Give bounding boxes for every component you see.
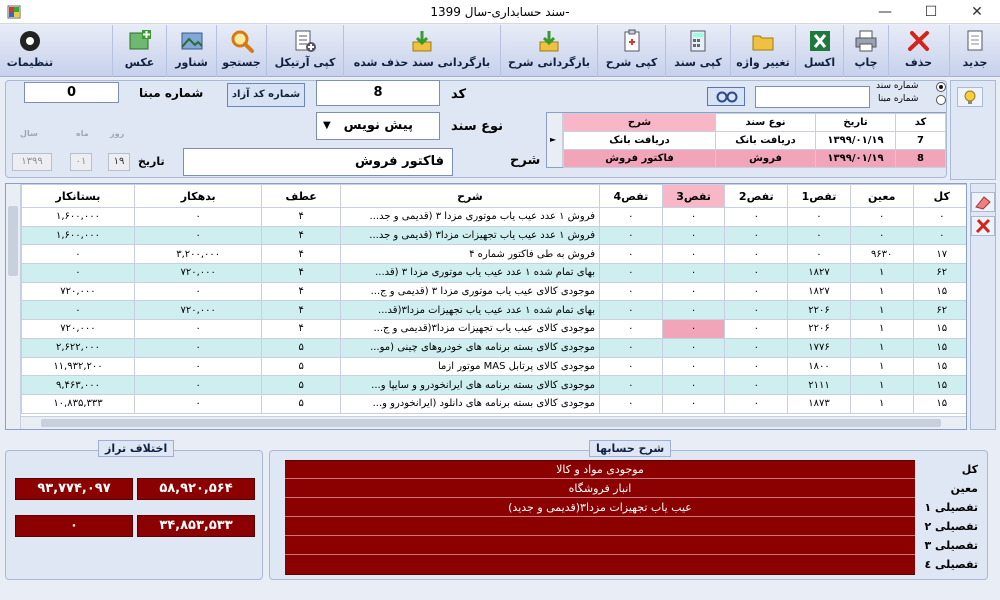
table-cell[interactable]: ۱,۶۰۰,۰۰۰ [22,208,135,227]
date-month-field[interactable]: ۰۱ [70,153,92,171]
window-title: سند حسابداری-سال 1399- [430,5,570,19]
table-cell[interactable]: ۲۱۱۱ [788,376,851,395]
table-cell[interactable]: ۰ [725,282,788,301]
table-cell[interactable]: ۱۱,۹۳۲,۲۰۰ [22,357,135,376]
table-cell[interactable]: ۰ [662,282,725,301]
cell-description[interactable]: بهای تمام شده ۱ عدد عیب یاب تجهیزات مزدا۳(قد... [340,301,599,320]
photo-button[interactable]: عکس [112,25,166,77]
lightbulb-icon [958,88,982,106]
balance-value-2: ۹۳,۷۷۴,۰۹۷ [15,478,133,500]
cell-description[interactable]: فروش به طی فاکتور شماره ۴ [340,245,599,264]
floating-button[interactable]: شناور [166,25,216,77]
table-cell[interactable]: ۴ [262,282,340,301]
table-cell[interactable]: ۰ [600,282,663,301]
table-cell[interactable]: ۴ [262,301,340,320]
vertical-scrollbar[interactable] [6,184,21,429]
table-cell[interactable]: ۹,۴۶۳,۰۰۰ [22,376,135,395]
table-cell[interactable]: ۰ [662,338,725,357]
account-tafsil1-label: تفصیلی ۱ [924,501,978,514]
doc-type-label: نوع سند [451,119,504,134]
table-cell[interactable]: ۰ [662,357,725,376]
table-cell[interactable]: ۰ [788,208,851,227]
table-cell[interactable]: ۰ [600,264,663,283]
table-cell[interactable]: ۵ [262,394,340,413]
table-cell[interactable]: ۰ [725,338,788,357]
doc-search-input[interactable] [755,86,870,108]
balance-value-3: ۳۴,۸۵۳,۵۳۳ [137,515,255,537]
search-button[interactable]: جستجو [216,25,266,77]
cell-description[interactable]: موجودی کالای پرتابل MAS موتور ازما [340,357,599,376]
table-cell[interactable]: ۰ [600,338,663,357]
table-cell[interactable]: ۰ [600,320,663,339]
account-kol-value: موجودی مواد و کالا [285,461,915,479]
table-cell[interactable]: ۳,۲۰۰,۰۰۰ [134,245,262,264]
table-cell[interactable]: ۰ [725,226,788,245]
table-cell[interactable]: ۵ [262,338,340,357]
radio-doc-number[interactable] [936,82,946,92]
doc-list-table [546,112,946,168]
col-atf[interactable]: عطف [262,185,340,208]
table-cell[interactable]: ۱۷۷۶ [788,338,851,357]
side-tools-top [950,80,996,180]
account-tafsil4-value [285,556,915,574]
table-cell[interactable]: ۰ [134,357,262,376]
cell-description[interactable]: موجودی کالای عیب یاب موتوری مزدا ۳ (قدیمی و ج... [340,282,599,301]
table-cell[interactable]: ۰ [913,208,967,227]
lamp-button[interactable] [957,87,983,107]
table-cell[interactable]: ۱ [850,320,913,339]
table-cell[interactable]: ۰ [725,301,788,320]
table-cell[interactable]: ۰ [725,394,788,413]
table-cell[interactable]: ۷۲۰,۰۰۰ [22,282,135,301]
table-row[interactable] [22,338,968,357]
search-icon [229,28,255,54]
copy-desc-button[interactable]: کپی شرح [597,25,665,77]
settings-button[interactable]: تنظیمات [0,25,60,77]
new-button[interactable]: جدید [949,25,1000,77]
table-cell[interactable]: ۵ [262,376,340,395]
table-cell[interactable]: ۹۶۳۰ [850,245,913,264]
cell-description[interactable]: موجودی کالای بسته برنامه های خودروهای چینی (مو... [340,338,599,357]
doclist-col-desc[interactable]: شرح [564,114,716,132]
balance-value-4: ۰ [15,515,133,537]
table-cell[interactable]: ۱۰,۸۳۵,۳۳۳ [22,394,135,413]
download-icon [536,28,562,54]
table-cell[interactable]: ۴ [262,208,340,227]
table-row[interactable] [22,245,968,264]
col-tafsil3[interactable]: تفص3 [662,185,725,208]
date-year-field[interactable]: ۱۳۹۹ [12,153,52,171]
cell-description[interactable]: موجودی کالای عیب یاب تجهیزات مزدا۳(قدیمی و ج... [340,320,599,339]
table-cell[interactable]: ۱ [850,282,913,301]
excel-icon [807,28,833,54]
col-description[interactable]: شرح [340,185,599,208]
account-tafsil2-label: تفصیلی ۲ [924,520,978,533]
table-row[interactable] [22,357,968,376]
col-tafsil4[interactable]: تفص4 [600,185,663,208]
account-tafsil1-value: عیب یاب تجهیزات مزدا۳(قدیمی و جدید) [285,499,915,517]
table-cell[interactable]: ۱۸۷۳ [788,394,851,413]
table-cell[interactable]: ۰ [662,226,725,245]
maximize-button[interactable]: ☐ [924,4,938,20]
table-cell[interactable]: ۱ [850,264,913,283]
table-cell[interactable]: ۰ [134,226,262,245]
table-cell[interactable]: ۱۵ [913,282,967,301]
doclist-row-selected[interactable]: 8 ۱۳۹۹/۰۱/۱۹ فروش فاکتور فروش [564,150,946,168]
date-label: تاریخ [138,155,165,168]
table-cell[interactable]: ۰ [662,208,725,227]
col-tafsil2[interactable]: تفص2 [725,185,788,208]
title-bar [0,0,1000,24]
table-cell[interactable]: ۰ [850,226,913,245]
table-cell[interactable]: ۰ [662,264,725,283]
account-moein-value: انبار فروشگاه [285,480,915,498]
binoculars-icon [716,91,738,103]
radio-base-number-label: شماره مبنا [878,94,919,104]
account-tafsil3-value [285,537,915,555]
delete-button[interactable]: حذف [888,25,948,77]
table-cell[interactable]: ۱۷ [913,245,967,264]
restore-deleted-button[interactable]: بازگردانی سند حذف شده [343,25,500,77]
table-cell[interactable]: ۰ [662,376,725,395]
printer-icon [853,28,879,54]
chevron-down-icon: ▼ [323,120,331,131]
change-word-button[interactable]: تغییر واژه [730,25,795,77]
table-cell[interactable]: ۱ [850,338,913,357]
account-tafsil4-label: تفصیلی ٤ [924,558,978,571]
edit-row-button[interactable] [971,192,995,212]
table-row[interactable] [22,208,968,227]
table-cell[interactable]: ۱,۶۰۰,۰۰۰ [22,226,135,245]
col-credit[interactable]: بستانکار [22,185,135,208]
side-tools-grid [970,183,996,430]
table-cell[interactable]: ۰ [725,357,788,376]
cell-description[interactable]: فروش ۱ عدد عیب یاب تجهیزات مزدا۳ (قدیمی و جد... [340,226,599,245]
table-cell[interactable]: ۰ [725,245,788,264]
table-cell[interactable]: ۰ [134,338,262,357]
minimize-button[interactable]: — [878,4,892,20]
delete-icon [972,217,994,235]
new-document-icon [962,28,988,54]
table-cell[interactable]: ۱ [850,376,913,395]
folder-icon [750,28,776,54]
copy-doc-button[interactable]: کپی سند [665,25,730,77]
code-label: کد [451,87,467,102]
cell-description[interactable]: موجودی کالای بسته برنامه های ایرانخودرو و سایپا و... [340,376,599,395]
doc-list-row-header [547,113,563,167]
table-cell[interactable]: ۰ [134,394,262,413]
table-cell[interactable]: ۰ [913,226,967,245]
table-row[interactable] [22,226,968,245]
table-cell[interactable]: ۱ [850,357,913,376]
table-cell[interactable]: ۰ [788,226,851,245]
image-icon [179,28,205,54]
find-button[interactable] [707,87,745,106]
table-cell[interactable]: ۷۲۰,۰۰۰ [22,320,135,339]
account-kol-label: کل [961,463,978,476]
table-cell[interactable]: ۱۸۲۷ [788,264,851,283]
table-cell[interactable]: ۰ [725,264,788,283]
articles-grid [5,183,967,430]
accounts-title: شرح حسابها [589,440,671,457]
table-cell[interactable]: ۰ [725,208,788,227]
list-add-icon [292,28,318,54]
table-cell[interactable]: ۱۵ [913,394,967,413]
table-cell[interactable]: ۰ [600,245,663,264]
col-tafsil1[interactable]: تفص1 [788,185,851,208]
table-cell[interactable]: ۰ [725,376,788,395]
table-cell[interactable]: ۰ [600,301,663,320]
table-cell[interactable]: ۱۸۲۷ [788,282,851,301]
horizontal-scrollbar[interactable] [21,416,966,429]
table-row[interactable] [22,264,968,283]
table-row[interactable] [22,376,968,395]
scroll-thumb[interactable] [8,206,18,276]
photo-add-icon [127,28,153,54]
toolbar [0,25,1000,77]
restore-desc-button[interactable]: بازگردانی شرح [500,25,597,77]
h-scroll-thumb[interactable] [41,419,941,427]
col-moein[interactable]: معین [850,185,913,208]
radio-base-number[interactable] [936,95,946,105]
base-number-field[interactable]: 0 [24,82,119,103]
table-cell[interactable]: ۱۵ [913,338,967,357]
cell-description[interactable]: بهای تمام شده ۱ عدد عیب یاب موتوری مزدا ۳ (قد... [340,264,599,283]
table-cell[interactable]: ۴ [262,226,340,245]
table-row[interactable] [22,320,968,339]
balance-panel [5,450,263,580]
balance-value-1: ۵۸,۹۲۰,۵۶۴ [137,478,255,500]
table-cell[interactable]: ۰ [662,394,725,413]
free-code-button[interactable]: شماره کد آزاد [227,83,305,107]
cell-description[interactable]: موجودی کالای بسته برنامه های دانلود (ایرانخودرو و... [340,394,599,413]
table-cell[interactable]: ۰ [788,245,851,264]
table-cell[interactable]: ۰ [134,208,262,227]
table-cell[interactable]: ۰ [600,357,663,376]
doclist-col-code[interactable]: کد [896,114,946,132]
table-cell[interactable]: ۰ [662,301,725,320]
clipboard-icon [619,28,645,54]
table-cell[interactable]: ۴ [262,245,340,264]
radio-doc-number-label: شماره سند [876,81,919,91]
code-field[interactable]: 8 [316,80,440,106]
cell-description[interactable]: فروش ۱ عدد عیب یاب موتوری مزدا ۳ (قدیمی و جد... [340,208,599,227]
doclist-col-date[interactable]: تاریخ [816,114,896,132]
table-cell[interactable]: ۰ [22,301,135,320]
close-window-button[interactable]: ✕ [971,4,983,20]
print-button[interactable]: چاپ [843,25,888,77]
table-row[interactable] [22,301,968,320]
table-cell[interactable]: ۰ [662,320,725,339]
description-label: شرح [510,153,541,168]
table-cell[interactable]: ۵ [262,357,340,376]
balance-title: اختلاف تراز [98,440,174,457]
table-cell[interactable]: ۱۵ [913,357,967,376]
col-kol[interactable]: کل [913,185,967,208]
account-tafsil2-value [285,518,915,536]
table-row[interactable] [22,394,968,413]
eraser-icon [972,193,994,211]
table-cell[interactable]: ۱۵ [913,376,967,395]
table-cell[interactable]: ۰ [600,208,663,227]
table-cell[interactable]: ۰ [600,394,663,413]
base-number-label: شماره مبنا [139,86,204,100]
table-cell[interactable]: ۰ [134,282,262,301]
doc-type-select[interactable]: پیش نویس ▼ [316,112,440,140]
table-cell[interactable]: ۱ [850,301,913,320]
table-cell[interactable]: ۱۸۰۰ [788,357,851,376]
table-cell[interactable]: ۱ [850,394,913,413]
table-cell[interactable]: ۰ [850,208,913,227]
table-cell[interactable]: ۰ [134,376,262,395]
description-field[interactable]: فاکتور فروش [183,148,453,176]
delete-icon [906,28,932,54]
date-day-field[interactable]: ۱۹ [108,153,130,171]
table-cell[interactable]: ۴ [262,320,340,339]
table-cell[interactable]: ۰ [22,245,135,264]
table-cell[interactable]: ۶۲ [913,301,967,320]
table-cell[interactable]: ۰ [662,245,725,264]
doclist-col-type[interactable]: نوع سند [716,114,816,132]
document-header-panel: 0 شماره مبنا شماره کد آزاد 8 کد پیش نویس ▼ نوع سند سال ماه روز ۱۳۹۹ ۰۱ ۱۹ تاریخ فاکتور فروش شرح شماره سند شماره مبنا ► کد تاریخ نوع سند شرح 7 ۱۳۹۹/۰۱/۱۹ دریافت بانک دریافت بانک 8 ۱۳۹۹/۰۱/۱۹ فروش فاکتور فروش [5,80,947,178]
table-cell[interactable]: ۴ [262,264,340,283]
delete-row-button[interactable] [971,216,995,236]
row-pointer-icon: ► [550,135,557,144]
settings-icon [17,28,43,54]
table-cell[interactable]: ۰ [22,264,135,283]
table-cell[interactable]: ۰ [600,376,663,395]
table-cell[interactable]: ۰ [600,226,663,245]
table-cell[interactable]: ۱۵ [913,320,967,339]
col-debit[interactable]: بدهکار [134,185,262,208]
table-cell[interactable]: ۶۲ [913,264,967,283]
table-cell[interactable]: ۷۲۰,۰۰۰ [134,264,262,283]
table-cell[interactable]: ۷۲۰,۰۰۰ [134,301,262,320]
download-icon [409,28,435,54]
table-cell[interactable]: ۰ [725,320,788,339]
grid-header-row [22,185,968,208]
doclist-row[interactable]: 7 ۱۳۹۹/۰۱/۱۹ دریافت بانک دریافت بانک [564,132,946,150]
table-cell[interactable]: ۲,۶۲۲,۰۰۰ [22,338,135,357]
account-tafsil3-label: تفصیلی ۳ [924,539,978,552]
table-cell[interactable]: ۲۲۰۶ [788,320,851,339]
table-cell[interactable]: ۰ [134,320,262,339]
table-row[interactable] [22,282,968,301]
excel-button[interactable]: اکسل [795,25,843,77]
table-cell[interactable]: ۲۲۰۶ [788,301,851,320]
copy-article-button[interactable]: کپی آرتیکل [266,25,343,77]
account-moein-label: معین [950,482,978,495]
calculator-icon [685,28,711,54]
